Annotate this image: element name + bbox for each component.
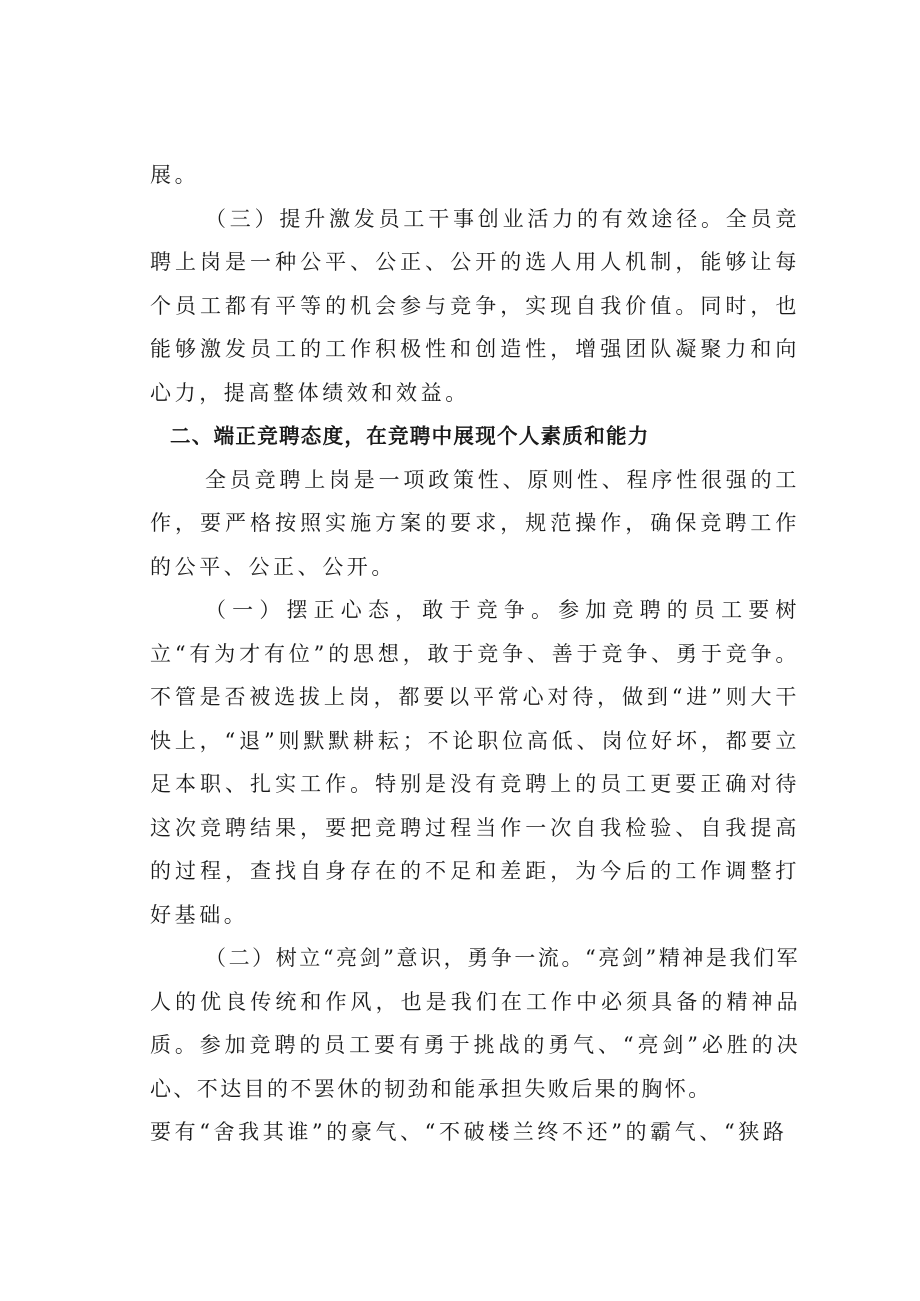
paragraph-continuation: 展。 (150, 163, 200, 187)
section-heading-2: 二、端正竞聘态度，在竞聘中展现个人素质和能力 (170, 424, 650, 448)
paragraph-subsection-2: （二）树立“亮剑”意识，勇争一流。“亮剑”精神是我们军人的优良传统和作风，也是我们在工作中必须具备的精神品质。参加竞聘的员工要有勇于挑战的勇气、“亮剑”必胜的决心、不达目的不罢休的韧劲和能承担失败后果的胸怀。 (150, 946, 800, 1101)
paragraph-intro: 全员竞聘上岗是一项政策性、原则性、程序性很强的工作，要严格按照实施方案的要求，规范操作，确保竞聘工作的公平、公正、公开。 (150, 467, 800, 579)
paragraph-section-3: （三）提升激发员工干事创业活力的有效途径。全员竞聘上岗是一种公平、公正、公开的选人用人机制，能够让每个员工都有平等的机会参与竞争，实现自我价值。同时，也能够激发员工的工作积极性和创造性，增强团队凝聚力和向心力，提高整体绩效和效益。 (150, 206, 800, 405)
paragraph-trailing: 要有“舍我其谁”的豪气、“不破楼兰终不还”的霸气、“狭路 (150, 1120, 788, 1144)
paragraph-subsection-1: （一）摆正心态，敢于竞争。参加竞聘的员工要树立“有为才有位”的思想，敢于竞争、善于竞争、勇于竞争。不管是否被选拔上岗，都要以平常心对待，做到“进”则大干快上，“退”则默默耕耘；不论职位高低、岗位好坏，都要立足本职、扎实工作。特别是没有竞聘上的员工更要正确对待这次竞聘结果，要把竞聘过程当作一次自我检验、自我提高的过程，查找自身存在的不足和差距，为今后的工作调整打好基础。 (150, 598, 800, 927)
document-body (150, 154, 800, 1155)
